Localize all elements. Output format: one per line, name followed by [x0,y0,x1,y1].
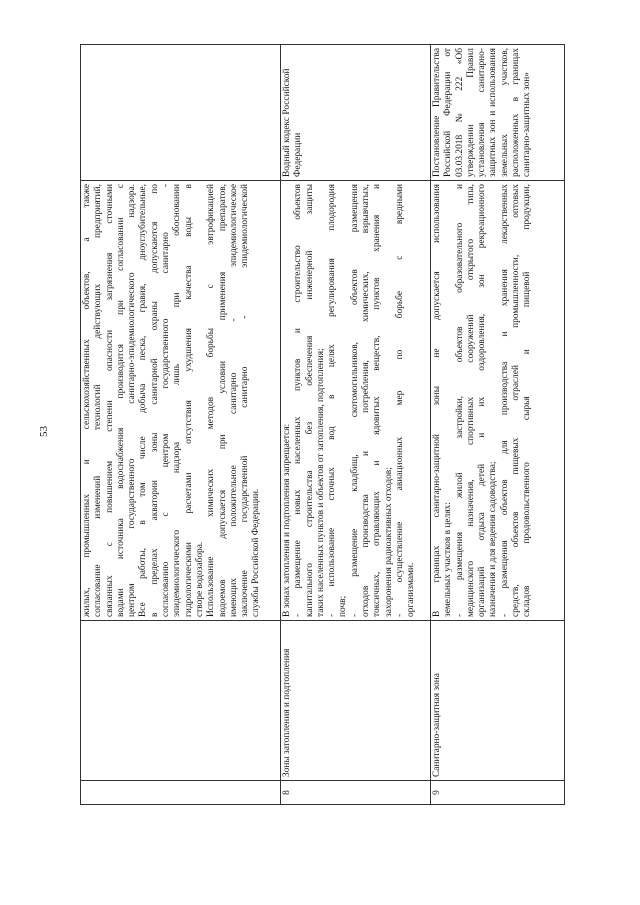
text-line: складов продовольственного сырья и пищевой продукции, [522,184,533,617]
text-line: связанных с повышением степени опасности загрязнения сточными [104,184,115,617]
page-number: 53 [38,426,50,437]
row-number-cell [81,781,281,805]
text-line: - размещения объектов для производства и хранения лекарственных [499,184,510,617]
row-number-cell: 9 [431,781,565,805]
text-line: имеющих положительное санитарно - эпидемиологическое [228,184,239,617]
text-line: организаций отдыха детей и их оздоровления, зон рекреационного [477,184,488,617]
text-line: створе водозабора. [194,541,205,617]
text-line: организмами. [406,562,417,617]
text-line: Использование химических методов борьбы с эвтрофикацией [206,184,217,617]
text-line: - осуществление авиационных мер по борьбе с вредными [394,184,405,617]
text-line: - размещение новых населенных пунктов и строительство объектов [293,184,304,617]
row-number-cell: 8 [281,781,431,805]
restrictions-cell [281,181,431,621]
law-reference-cell [81,45,281,181]
text-line: медицинского назначения, спортивных сооружений открытого типа, [465,184,476,617]
text-line: гидрологическими расчетами отсутствия ухудшения качества воды в [183,184,194,617]
text-line: капитального строительства без обеспечения инженерной защиты [304,184,315,617]
table-row [81,45,281,805]
table-row [431,45,565,805]
table-row [281,45,431,805]
text-line: средств, объектов пищевых отраслей промышленности, оптовых [511,184,522,617]
text-line: водоемов допускается при условии применения препаратов, [217,184,228,617]
text-line: назначения и для ведения садоводства; [488,461,499,617]
text-line: захоронения радиоактивных отходов; [383,467,394,617]
text-line: - размещение кладбищ, скотомогильников, объектов размещения [349,184,360,617]
text-line: токсичных, отравляющих и ядовитых веществ, пунктов хранения и [372,184,383,617]
law-reference-cell: Водный кодекс Российской Федерации [281,45,431,181]
text-line: В зонах затопления и подтопления запрещается: [282,423,292,617]
text-line: - использование сточных вод в целях регулирования плодородия [327,184,338,617]
restrictions-cell [431,181,565,621]
zone-name-cell: Санитарно-защитная зона [431,621,565,781]
text-line: в пределах акватории зоны санитарной охраны допускаются по [149,184,160,617]
text-line: земельных участков в целях: [443,502,454,617]
text-line: В границах санитарно-защитной зоны не допускается использования [432,184,442,617]
document-page [80,45,565,805]
text-line: почв; [338,595,349,617]
text-line: согласование изменений технологий действующих предприятий, [93,184,104,617]
text-line: таких населенных пунктов и объектов от затопления, подтопления; [315,348,326,617]
text-line: - размещения жилой застройки, объектов образовательного и [454,184,465,617]
text-line: Все работы, в том числе добыча песка, гравия, дноуглубительные, [138,184,149,617]
zone-name-cell [81,621,281,781]
text-line: согласованию с центром государственного санитарно - [161,184,172,617]
text-line: водами источника водоснабжения производится при согласовании с [115,184,126,617]
law-reference-cell: Постановление Правительства Российской Федерации от 03.03.2018 № 222 «Об утверждении Правил установления санитарно-защитных зон и использования земельных участков, расположенных в границах санитарно-защитных зон» [431,45,565,181]
restrictions-table [80,44,565,805]
restrictions-cell [81,181,281,621]
text-line: службы Российской Федерации. [251,488,262,617]
text-line: заключение государственной санитарно - эпидемиологической [240,184,251,617]
text-line: отходов производства и потребления, химических, взрывчатых, [361,184,372,617]
zone-name-cell: Зоны затопления и подтопления [281,621,431,781]
text-line: жилых, промышленных и сельскохозяйственных объектов, а также [82,184,92,617]
text-line: эпидемиологического надзора лишь при обосновании [172,184,183,617]
text-line: центром государственного санитарно-эпидемиологического надзора. [127,184,138,617]
